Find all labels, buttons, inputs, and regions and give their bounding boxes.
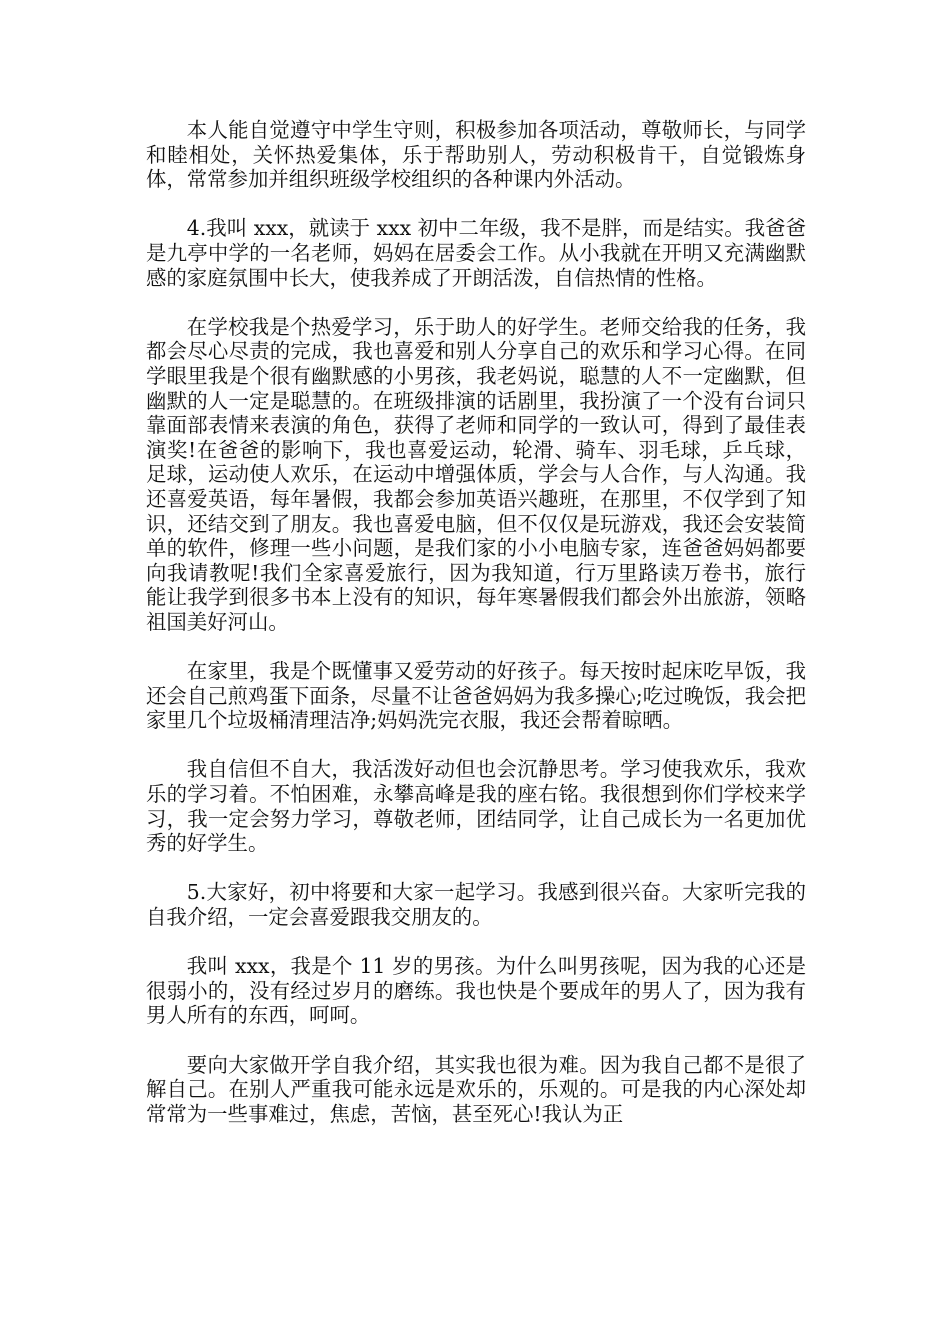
paragraph-boy: 我叫 xxx，我是个 11 岁的男孩。为什么叫男孩呢，因为我的心还是很弱小的，没有经过岁月的磨练。我也快是个要成年的男人了，因为我有男人所有的东西，呵呵。 (146, 954, 806, 1028)
paragraph-school: 在学校我是个热爱学习，乐于助人的好学生。老师交给我的任务，我都会尽心尽责的完成，我也喜爱和别人分享自己的欢乐和学习心得。在同学眼里我是个很有幽默感的小男孩，我老妈说，聪慧的人不一定幽默，但幽默的人一定是聪慧的。在班级排演的话剧里，我扮演了一个没有台词只靠面部表情来表演的角色，获得了老师和同学的一致认可，得到了最佳表演奖!在爸爸的影响下，我也喜爱运动，轮滑、骑车、羽毛球，乒乓球，足球，运动使人欢乐，在运动中增强体质，学会与人合作，与人沟通。我还喜爱英语，每年暑假，我都会参加英语兴趣班，在那里，不仅学到了知识，还结交到了朋友。我也喜爱电脑，但不仅仅是玩游戏，我还会安装简单的软件，修理一些小问题，是我们家的小小电脑专家，连爸爸妈妈都要向我请教呢!我们全家喜爱旅行，因为我知道，行万里路读万卷书，旅行能让我学到很多书本上没有的知识，每年寒暑假我们都会外出旅游，领略祖国美好河山。 (146, 314, 806, 634)
paragraph-conduct: 本人能自觉遵守中学生守则，积极参加各项活动，尊敬师长，与同学和睦相处，关怀热爱集体，乐于帮助别人，劳动积极肯干，自觉锻炼身体，常常参加并组织班级学校组织的各种课内外活动。 (146, 118, 806, 192)
paragraph-intro-4: 4.我叫 xxx，就读于 xxx 初中二年级，我不是胖，而是结实。我爸爸是九亭中学的一名老师，妈妈在居委会工作。从小我就在开明又充满幽默感的家庭氛围中长大，使我养成了开朗活泼，自信热情的性格。 (146, 216, 806, 290)
paragraph-intro-5: 5.大家好，初中将要和大家一起学习。我感到很兴奋。大家听完我的自我介绍，一定会喜爱跟我交朋友的。 (146, 880, 806, 929)
document-page (146, 118, 806, 1126)
paragraph-difficulty: 要向大家做开学自我介绍，其实我也很为难。因为我自己都不是很了解自己。在别人严重我可能永远是欢乐的，乐观的。可是我的内心深处却常常为一些事难过，焦虑，苦恼，甚至死心!我认为正 (146, 1052, 806, 1126)
paragraph-home: 在家里，我是个既懂事又爱劳动的好孩子。每天按时起床吃早饭，我还会自己煎鸡蛋下面条，尽量不让爸爸妈妈为我多操心;吃过晚饭，我会把家里几个垃圾桶清理洁净;妈妈洗完衣服，我还会帮着晾晒。 (146, 659, 806, 733)
paragraph-confidence: 我自信但不自大，我活泼好动但也会沉静思考。学习使我欢乐，我欢乐的学习着。不怕困难，永攀高峰是我的座右铭。我很想到你们学校来学习，我一定会努力学习，尊敬老师，团结同学，让自己成长为一名更加优秀的好学生。 (146, 757, 806, 856)
